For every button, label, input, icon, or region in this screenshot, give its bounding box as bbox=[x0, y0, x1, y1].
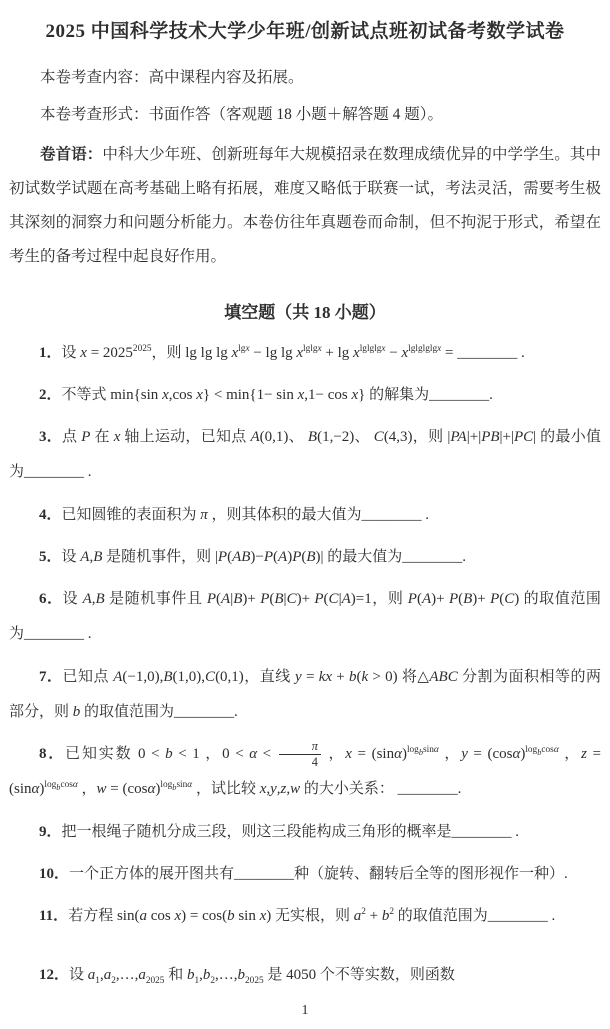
question-number: 11． bbox=[39, 908, 69, 925]
page-number: 1 bbox=[301, 1003, 309, 1018]
preface-label: 卷首语： bbox=[40, 145, 103, 163]
question-text: 不等式 min{sin x,cos x} < min{1− sin x,1− cos x} 的解集为________. bbox=[61, 386, 493, 403]
question-text: 已知点 A(−1,0),B(1,0),C(0,1)，直线 y = kx + b(k > 0) 将△ABC 分割为面积相等的两部分，则 b 的取值范围为________. bbox=[9, 668, 601, 720]
preface bbox=[9, 138, 601, 274]
question-item bbox=[9, 857, 601, 892]
question-text: 设 A,B 是随机事件且 P(A|B)+ P(B|C)+ P(C|A)=1，则 P(A)+ P(B)+ P(C) 的取值范围为________ . bbox=[9, 591, 601, 643]
question-number: 6． bbox=[39, 591, 63, 608]
question-text: 一个正方体的展开图共有________种（旋转、翻转后全等的图形视作一种）. bbox=[69, 865, 568, 882]
question-text: 设 A,B 是随机事件，则 |P(AB)−P(A)P(B)| 的最大值为________. bbox=[61, 548, 467, 565]
question-item bbox=[9, 540, 601, 575]
question-text: 点 P 在 x 轴上运动，已知点 A(0,1)、 B(1,−2)、 C(4,3)，则 |PA|+|PB|+|PC| 的最小值为________ . bbox=[9, 429, 601, 481]
preface-body: 中科大少年班、创新班每年大规模招录在数理成绩优异的中学学生。其中初试数学试题在高考基础上略有拓展，难度又略低于联赛一试，考法灵活，需要考生极其深刻的洞察力和问题分析能力。本卷仿往年真题卷而命制，但不拘泥于形式，希望在考生的备考过程中起良好作用。 bbox=[9, 145, 601, 265]
question-number: 3． bbox=[39, 429, 63, 446]
info-line-format: 本卷考查形式：书面作答（客观题 18 小题＋解答题 4 题）。 bbox=[40, 105, 444, 123]
section-heading: 填空题（共 18 小题） bbox=[224, 303, 386, 323]
question-item bbox=[9, 498, 601, 533]
question-number: 8． bbox=[39, 746, 66, 763]
info-line-content: 本卷考查内容：高中课程内容及拓展。 bbox=[40, 68, 304, 86]
question-item bbox=[9, 737, 601, 808]
question-text: 设 $a_1,a_2,\dots,a_{2025}$ 和 $b_1,b_2,\dots,b_{2025}$ 是 4050 个不等实数，则函数 bbox=[69, 967, 455, 987]
question-number: 9． bbox=[39, 823, 62, 840]
question-item bbox=[9, 958, 601, 993]
question-item bbox=[9, 582, 601, 653]
question-text: 设 $x = 2025^{2025}$，则 $\lg \lg \lg x^{lgx} - \lg \lg x^{lglgx} + \lg x^{lglglgx} - x^{lglglglgx}$ = ________ . bbox=[61, 343, 525, 361]
question-item bbox=[9, 899, 601, 934]
question-number: 2． bbox=[39, 386, 62, 403]
question-text: 已知实数 0 < b < 1 ，0 < α < $\frac{\pi}{4}$ ，$x = (\sin\alpha)^{log_bsin\alpha}$ ，$y = (\cos\alpha)^{log_bcos\alpha}$ ，$z = (\sin\alpha)^{log_bcos\alpha}$ ，$w = (\cos\alpha)^{log_bsin\alpha}$ ，试比较 x,y,z,w 的大小关系： ________. bbox=[9, 738, 601, 798]
question-text: 把一根绳子随机分成三段，则这三段能构成三角形的概率是________ . bbox=[61, 823, 520, 840]
question-item bbox=[9, 660, 601, 731]
page-title: 2025 中国科学技术大学少年班/创新试点班初试备考数学试卷 bbox=[45, 21, 565, 42]
question-text: 已知圆锥的表面积为 π ，则其体积的最大值为________ . bbox=[61, 506, 430, 523]
question-text: 若方程 sin(a cos x) = cos(b sin x) 无实根，则 $a^2 + b^2$ 的取值范围为________ . bbox=[68, 907, 556, 925]
question-number: 12． bbox=[39, 967, 70, 984]
question-number: 10． bbox=[39, 865, 70, 882]
question-number: 4． bbox=[39, 506, 62, 523]
question-number: 7． bbox=[39, 668, 63, 685]
question-item bbox=[9, 815, 601, 850]
question-item bbox=[9, 336, 601, 371]
question-number: 5． bbox=[39, 548, 62, 565]
question-item bbox=[9, 378, 601, 413]
question-item bbox=[9, 420, 601, 491]
question-number: 1． bbox=[39, 344, 62, 361]
